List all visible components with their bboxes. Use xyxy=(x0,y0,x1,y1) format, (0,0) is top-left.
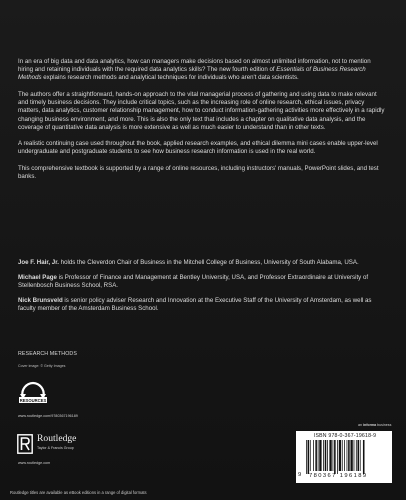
resources-url[interactable]: www.routledge.com/9780367196189 xyxy=(18,414,78,418)
resources-badge-text: RESOURCES xyxy=(19,397,47,403)
author-name: Joe F. Hair, Jr. xyxy=(18,259,59,266)
routledge-logo-icon xyxy=(17,434,33,454)
ebook-notice: Routledge titles are available as eBook editions in a range of digital formats xyxy=(10,490,147,495)
author-bio xyxy=(18,297,390,313)
blurb-text: explains research methods and analytical techniques for individuals who aren't data scientists. xyxy=(41,74,299,82)
informa-prefix: an xyxy=(358,423,363,427)
author-name: Nick Brunsveld xyxy=(18,296,63,304)
author-bios xyxy=(18,259,390,320)
blurb xyxy=(18,58,386,190)
informa-suffix: business xyxy=(376,423,392,427)
author-name: Michael Page xyxy=(18,273,57,281)
informa-brand: informa xyxy=(363,423,377,427)
book-title: Essentials of Business Research Methods xyxy=(18,66,366,82)
series-label: RESEARCH METHODS xyxy=(18,351,77,357)
author-bio xyxy=(18,274,390,290)
publisher-name: Routledge xyxy=(37,433,77,444)
isbn-label: ISBN 978-0-367-19618-9 xyxy=(313,433,377,439)
informa-mark xyxy=(358,423,391,427)
blurb-paragraph-2: The authors offer a straightforward, hands-on approach to the vital managerial process of gathering and using data to make relevant and timely business decisions. They include critical topics, such as the increasing role of online research, ethical issues, privacy matters, data analytics, customer relationship management, how to conduct information-gathering activities more effectively in a rapidly changing business environment, and more. This is also the only text that includes a chapter on qualitative data analysis, and the coverage of quantitative data analysis is more extensive as well as much easier to understand than in other texts. xyxy=(18,90,385,131)
barcode-icon xyxy=(306,440,386,474)
blurb-paragraph-4: This comprehensive textbook is supported by a range of online resources, including instructors' manuals, PowerPoint slides, and test banks. xyxy=(18,164,379,181)
author-description: holds the Cleverdon Chair of Business in the Mitchell College of Business, University of South Alabama, USA. xyxy=(58,259,359,266)
blurb-text: In an era of big data and data analytics, how can managers make decisions based on almost unlimited information, not to mention hiring and retaining individuals with the required data analytics skills? The new fourth edition of xyxy=(18,58,371,74)
blurb-paragraph-1 xyxy=(18,58,386,83)
barcode-digits: 780367 196189 xyxy=(309,473,368,479)
barcode-lead-digit: 9 xyxy=(298,472,302,478)
publisher-url[interactable]: www.routledge.com xyxy=(18,461,51,465)
resources-badge-icon xyxy=(18,380,48,406)
author-description: is senior policy adviser Research and Innovation at the Executive Staff of the University of Amsterdam, as well as faculty member of the Amsterdam Business School. xyxy=(18,296,372,312)
blurb-paragraph-3: A realistic continuing case used throughout the book, applied research examples, and ethical dilemma mini cases enable upper-level undergraduate and postgraduate students to see how business research information is used in the real world. xyxy=(18,140,378,156)
barcode-panel xyxy=(296,431,392,483)
author-description: is Professor of Finance and Management at Bentley University, USA, and Professor Extraordinaire at University of Stellenbosch Business School, RSA. xyxy=(18,273,369,289)
author-bio xyxy=(18,259,390,267)
publisher-group: Taylor & Francis Group xyxy=(37,446,74,450)
cover-image-credit: Cover image: © Getty Images xyxy=(18,364,66,368)
